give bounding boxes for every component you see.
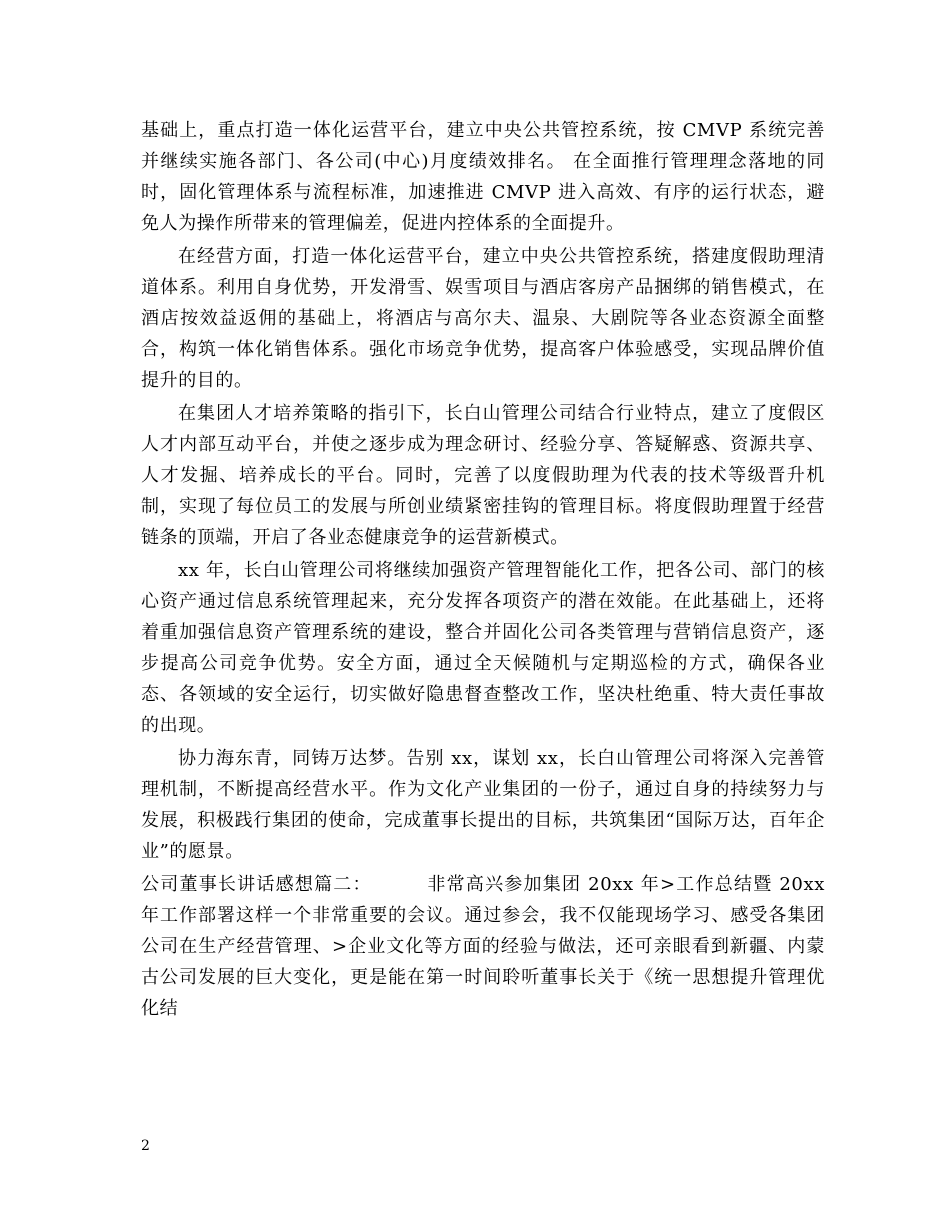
- paragraph-5: 协力海东青，同铸万达梦。告别 xx，谋划 xx，长白山管理公司将深入完善管理机制，不断提高经营水平。作为文化产业集团的一份子，通过自身的持续努力与发展，积极践行集团的使命，完成董事长提出的目标，共筑集团“国际万达，百年企业”的愿景。: [141, 748, 825, 862]
- paragraph-4: xx 年，长白山管理公司将继续加强资产管理智能化工作，把各公司、部门的核心资产通过信息系统管理起来，充分发挥各项资产的潜在效能。在此基础上，还将着重加强信息资产管理系统的建设，整合并固化公司各类管理与营销信息资产，逐步提高公司竞争优势。安全方面，通过全天候随机与定期巡检的方式，确保各业态、各领域的安全运行，切实做好隐患督查整改工作，坚决杜绝重、特大责任事故的出现。: [141, 560, 825, 736]
- page-number: 2: [141, 1138, 150, 1154]
- paragraph-3: 在集团人才培养策略的指引下，长白山管理公司结合行业特点，建立了度假区人才内部互动平台，并使之逐步成为理念研讨、经验分享、答疑解惑、资源共享、人才发掘、培养成长的平台。同时，完善了以度假助理为代表的技术等级晋升机制，实现了每位员工的发展与所创业绩紧密挂钩的管理目标。将度假助理置于经营链条的顶端，开启了各业态健康竞争的运营新模式。: [141, 403, 825, 548]
- paragraph-2: 在经营方面，打造一体化运营平台，建立中央公共管控系统，搭建度假助理清道体系。利用自身优势，开发滑雪、娱雪项目与酒店客房产品捆绑的销售模式，在酒店按效益返佣的基础上，将酒店与高尔夫、温泉、大剧院等各业态资源全面整合，构筑一体化销售体系。强化市场竞争优势，提高客户体验感受，实现品牌价值提升的目的。: [141, 246, 825, 391]
- paragraph-1: 基础上，重点打造一体化运营平台，建立中央公共管控系统，按 CMVP 系统完善并继续实施各部门、各公司(中心)月度绩效排名。 在全面推行管理理念落地的同时，固化管理体系与流程标准，加速推进 CMVP 进入高效、有序的运行状态，避免人为操作所带来的管理偏差，促进内控体系的全面提升。: [141, 120, 825, 234]
- document-body: [141, 115, 832, 1026]
- paragraph-6: 公司董事长讲话感想篇二： 非常高兴参加集团 20xx 年>工作总结暨 20xx 年工作部署这样一个非常重要的会议。通过参会，我不仅能现场学习、感受各集团公司在生产经营管理、>企业文化等方面的经验与做法，还可亲眼看到新疆、内蒙古公司发展的巨大变化，更是能在第一时间聆听董事长关于《统一思想提升管理优化结: [141, 874, 832, 1019]
